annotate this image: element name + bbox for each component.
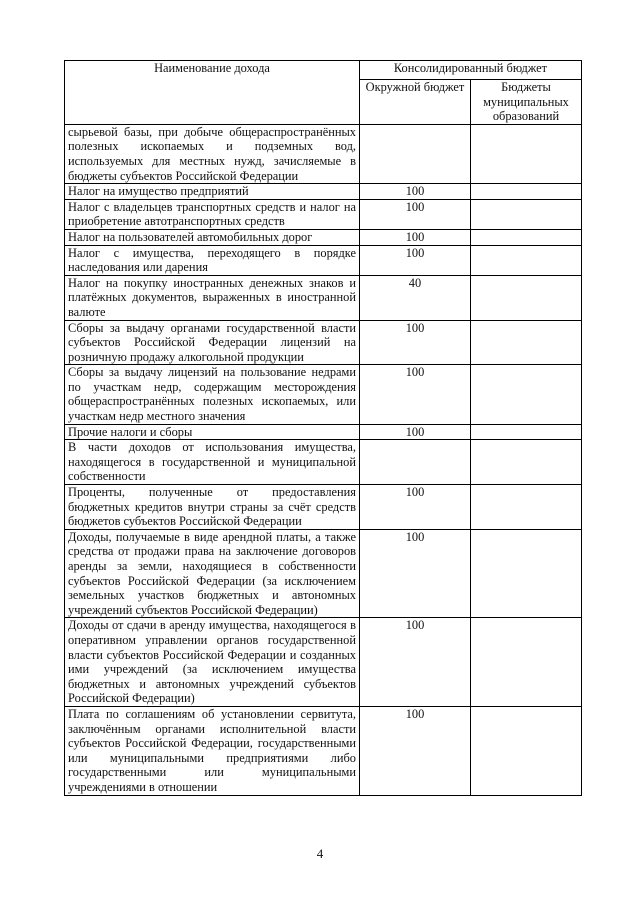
okrug-budget-value <box>360 124 471 183</box>
municipal-budget-value <box>471 529 582 618</box>
okrug-budget-value: 100 <box>360 618 471 707</box>
table-row <box>65 124 582 183</box>
header-name-column: Наименование дохода <box>65 61 360 125</box>
table-row <box>65 529 582 618</box>
revenue-name: Плата по соглашениям об установлении сервитута, заключённым органами исполнительной власти субъектов Российской Федерации, государственными или муниципальными предприятиями либо государственными или муниципальными учреждениями в отношении <box>65 706 360 795</box>
header-okrug-budget: Окружной бюджет <box>360 80 471 125</box>
section-heading: В части доходов от использования имущества, находящегося в государственной и муниципальной собственности <box>65 440 360 485</box>
okrug-budget-value: 100 <box>360 706 471 795</box>
municipal-budget-value <box>471 365 582 424</box>
okrug-budget-value: 100 <box>360 424 471 440</box>
revenue-name: Налог с владельцев транспортных средств и налог на приобретение автотранспортных средств <box>65 199 360 229</box>
municipal-budget-value <box>471 618 582 707</box>
revenue-name: Налог на покупку иностранных денежных знаков и платёжных документов, выраженных в иностранной валюте <box>65 275 360 320</box>
page-number: 4 <box>316 846 324 861</box>
municipal-budget-value <box>471 440 582 485</box>
table-row <box>65 424 582 440</box>
revenue-name: Проценты, полученные от предоставления бюджетных кредитов внутри страны за счёт средств бюджетов субъектов Российской Федерации <box>65 485 360 530</box>
okrug-budget-value: 100 <box>360 229 471 245</box>
revenue-name: Налог на имущество предприятий <box>65 184 360 200</box>
table-row <box>65 365 582 424</box>
revenue-name: Налог с имущества, переходящего в порядке наследования или дарения <box>65 245 360 275</box>
revenue-name: Доходы от сдачи в аренду имущества, находящегося в оперативном управлении органов государственной власти субъектов Российской Федерации и созданных ими учреждений (за исключением имущества бюджетных и автономных учреждений субъектов Российской Федерации) <box>65 618 360 707</box>
okrug-budget-value: 100 <box>360 485 471 530</box>
table-row <box>65 275 582 320</box>
okrug-budget-value <box>360 440 471 485</box>
okrug-budget-value: 100 <box>360 365 471 424</box>
municipal-budget-value <box>471 320 582 365</box>
table-row <box>65 440 582 485</box>
revenue-table <box>64 60 582 796</box>
revenue-name: Доходы, получаемые в виде арендной платы, а также средства от продажи права на заключение договоров аренды за земли, находящиеся в собственности субъектов Российской Федерации (за исключением земельных участков бюджетных и автономных учреждений субъектов Российской Федерации) <box>65 529 360 618</box>
okrug-budget-value: 100 <box>360 529 471 618</box>
municipal-budget-value <box>471 424 582 440</box>
municipal-budget-value <box>471 124 582 183</box>
revenue-name: сырьевой базы, при добыче общераспространённых полезных ископаемых и подземных вод, используемых для местных нужд, зачисляемые в бюджеты субъектов Российской Федерации <box>65 124 360 183</box>
table-row <box>65 245 582 275</box>
okrug-budget-value: 100 <box>360 184 471 200</box>
table-row <box>65 229 582 245</box>
municipal-budget-value <box>471 229 582 245</box>
revenue-name: Сборы за выдачу органами государственной власти субъектов Российской Федерации лицензий на розничную продажу алкогольной продукции <box>65 320 360 365</box>
municipal-budget-value <box>471 245 582 275</box>
revenue-name: Налог на пользователей автомобильных дорог <box>65 229 360 245</box>
municipal-budget-value <box>471 275 582 320</box>
municipal-budget-value <box>471 184 582 200</box>
table-row <box>65 485 582 530</box>
municipal-budget-value <box>471 485 582 530</box>
okrug-budget-value: 100 <box>360 245 471 275</box>
municipal-budget-value <box>471 199 582 229</box>
revenue-name: Прочие налоги и сборы <box>65 424 360 440</box>
header-municipal-budgets: Бюджеты муниципальных образований <box>471 80 582 125</box>
table-row <box>65 320 582 365</box>
okrug-budget-value: 40 <box>360 275 471 320</box>
table-row <box>65 706 582 795</box>
municipal-budget-value <box>471 706 582 795</box>
okrug-budget-value: 100 <box>360 320 471 365</box>
table-row <box>65 199 582 229</box>
table-body <box>65 124 582 795</box>
table-row <box>65 184 582 200</box>
table-row <box>65 618 582 707</box>
okrug-budget-value: 100 <box>360 199 471 229</box>
header-consolidated-budget: Консолидированный бюджет <box>360 61 582 80</box>
revenue-name: Сборы за выдачу лицензий на пользование недрами по участкам недр, содержащим месторождения общераспространённых полезных ископаемых, или участкам недр местного значения <box>65 365 360 424</box>
